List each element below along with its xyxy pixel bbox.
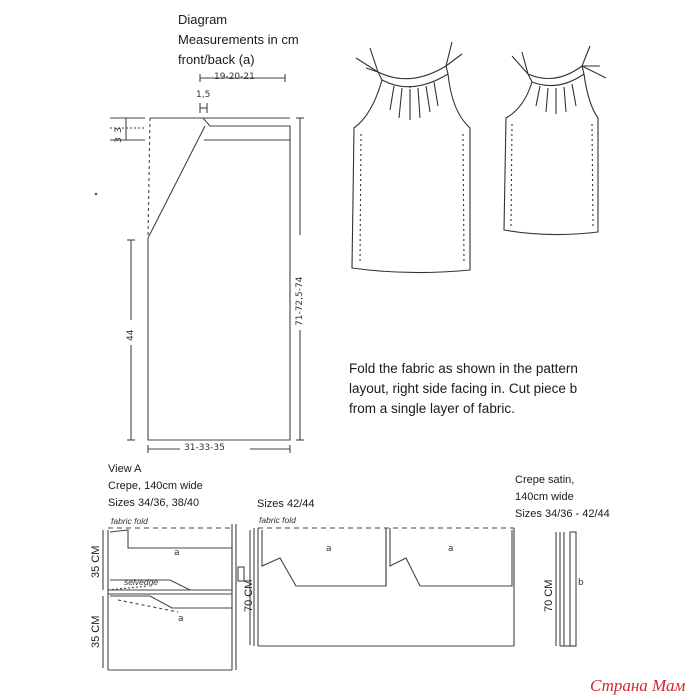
crepe-satin-title: Crepe satin,	[515, 474, 575, 486]
view-a-piece-bottom: a	[178, 614, 184, 624]
view-a-height-bottom: 35 CM	[90, 615, 102, 648]
crepe-satin-piece: b	[578, 578, 584, 588]
view-a-selvedge-label: selvedge	[124, 577, 159, 587]
layout-crepe-satin	[556, 532, 576, 646]
header-piece-label: front/back (a)	[178, 52, 255, 67]
dim-side-length-label: 44	[126, 329, 136, 341]
dress-sketch-long	[352, 42, 470, 273]
dim-top-width-label: 19-20-21	[214, 72, 255, 82]
view-a-height-top: 35 CM	[90, 545, 102, 578]
crepe-satin-sizes: Sizes 34/36 - 42/44	[515, 508, 610, 520]
view-a-piece-top: a	[174, 548, 180, 558]
dim-shoulder-top-label: 3	[114, 127, 124, 133]
header-subtitle: Measurements in cm	[178, 32, 299, 47]
sizes-42-height: 70 CM	[243, 579, 255, 612]
instruction-line-2: layout, right side facing in. Cut piece b	[349, 381, 578, 396]
sizes-42-piece-right: a	[448, 544, 454, 554]
dress-sketch-short	[504, 46, 606, 235]
watermark-logo: Страна Мам	[590, 676, 686, 695]
layout-sizes-42	[250, 528, 514, 646]
sizes-42-title: Sizes 42/44	[257, 498, 315, 510]
dim-center-length-label: 71-72,5-74	[295, 276, 305, 326]
view-a-fabric: Crepe, 140cm wide	[108, 480, 203, 492]
layout-view-a	[103, 524, 244, 670]
view-a-sizes: Sizes 34/36, 38/40	[108, 497, 200, 509]
view-a-title: View A	[108, 463, 142, 475]
crepe-satin-width: 140cm wide	[515, 491, 574, 503]
dim-notch	[200, 103, 207, 113]
header-title: Diagram	[178, 12, 228, 27]
stray-dot	[95, 193, 98, 196]
view-a-fold-label: fabric fold	[111, 516, 148, 526]
dim-notch-label: 1,5	[196, 90, 211, 100]
dim-hem-width-label: 31-33-35	[184, 443, 225, 453]
sizes-42-fold-label: fabric fold	[259, 515, 296, 525]
sizes-42-piece-left: a	[326, 544, 332, 554]
dim-shoulder-bottom-label: 3	[114, 137, 124, 143]
instruction-line-1: Fold the fabric as shown in the pattern	[349, 361, 578, 376]
instruction-line-3: from a single layer of fabric.	[349, 401, 515, 416]
pattern-piece-a	[148, 118, 290, 440]
crepe-satin-height: 70 CM	[543, 579, 555, 612]
